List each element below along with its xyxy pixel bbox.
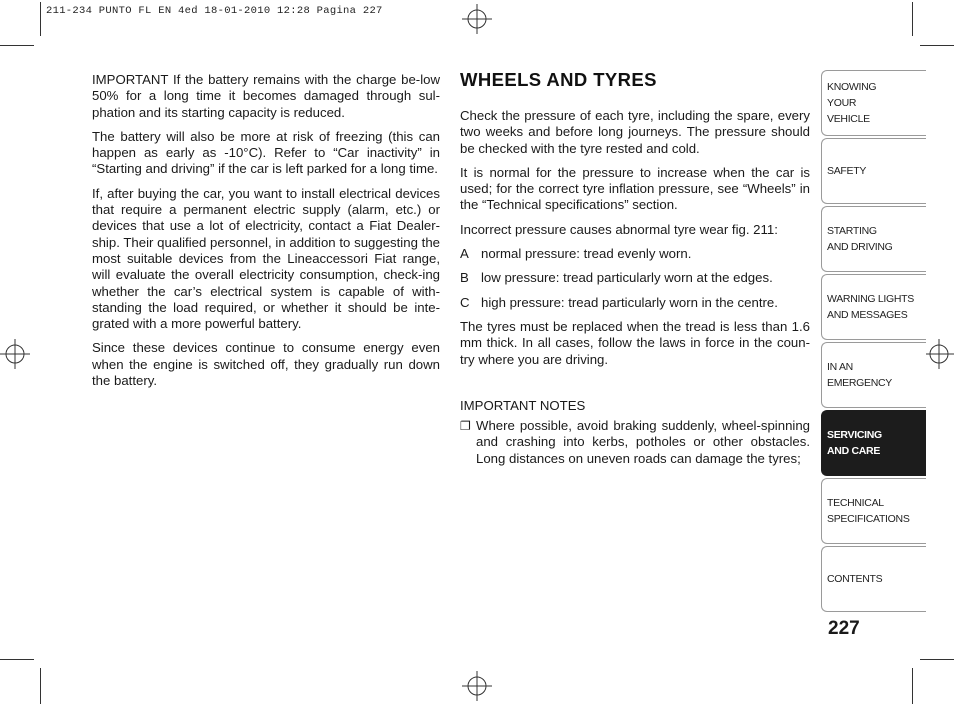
tab-knowing-your-vehicle[interactable]: KNOWING YOUR VEHICLE xyxy=(821,70,926,136)
wear-item-letter: C xyxy=(460,294,470,310)
page-number: 227 xyxy=(828,618,860,639)
registration-mark-bottom-icon xyxy=(462,671,492,701)
section-title: WHEELS AND TYRES xyxy=(460,69,657,90)
wear-item-letter: B xyxy=(460,270,469,286)
note-item-text: Where possible, avoid braking suddenly, wheel-spinning and crashing into kerbs, potholes or other obstacles. Long distances on uneven roads can damage the tyres; xyxy=(476,418,810,466)
tab-servicing-and-care[interactable]: SERVICING AND CARE xyxy=(821,410,926,476)
wear-item-text: normal pressure: tread evenly worn. xyxy=(481,246,692,262)
tab-safety[interactable]: SAFETY xyxy=(821,138,926,204)
tab-in-an-emergency[interactable]: IN AN EMERGENCY xyxy=(821,342,926,408)
wear-item-b xyxy=(460,270,810,286)
electrical-devices-paragraph: If, after buying the car, you want to install electrical devices that require a permanent electric supply (alarm, etc.) or devices that use a lot of electricity, contact a Fiat Dealer-ship. Their qualified personnel, in addition to suggesting the most suitable devices from the Lineaccessori Fiat range, will evaluate the overall electricity consumption, check-ing whether the car’s electrical system is capable of with-standing the load required, or whether it should be inte-grated with a more powerful battery. xyxy=(92,185,440,332)
wear-item-c xyxy=(460,295,810,311)
left-column xyxy=(92,72,440,397)
important-notes-heading: IMPORTANT NOTES xyxy=(460,397,586,413)
wear-item-text: low pressure: tread particularly worn at the edges. xyxy=(481,270,773,286)
registration-mark-left-icon xyxy=(0,339,30,369)
tyre-replacement-paragraph: The tyres must be replaced when the tread is less than 1.6 mm thick. In all cases, follow the laws in force in the coun-try where you are driving. xyxy=(460,318,810,367)
wear-item-a xyxy=(460,246,810,262)
wear-item-text: high pressure: tread particularly worn in the centre. xyxy=(481,294,778,310)
pressure-increase-paragraph: It is normal for the pressure to increase when the car is used; for the correct tyre inflation pressure, see “Wheels” in the “Technical specifications” section. xyxy=(460,164,810,213)
print-header: 211-234 PUNTO FL EN 4ed 18-01-2010 12:28 Pagina 227 xyxy=(46,5,383,17)
tab-contents[interactable]: CONTENTS xyxy=(821,546,926,612)
right-column xyxy=(460,70,810,467)
registration-mark-right-icon xyxy=(924,339,954,369)
tab-warning-lights[interactable]: WARNING LIGHTS AND MESSAGES xyxy=(821,274,926,340)
registration-mark-top-icon xyxy=(462,4,492,34)
tab-starting-and-driving[interactable]: STARTING AND DRIVING xyxy=(821,206,926,272)
tab-technical-specifications[interactable]: TECHNICAL SPECIFICATIONS xyxy=(821,478,926,544)
energy-consumption-paragraph: Since these devices continue to consume energy even when the engine is switched off, they gradually run down the battery. xyxy=(92,340,440,389)
battery-charge-paragraph: IMPORTANT If the battery remains with the charge be-low 50% for a long time it becomes damaged through sul-phation and its starting capacity is reduced. xyxy=(92,72,440,120)
checkbox-bullet-icon: ❐ xyxy=(460,419,471,434)
abnormal-wear-paragraph: Incorrect pressure causes abnormal tyre wear fig. 211: xyxy=(460,221,778,237)
battery-freezing-paragraph: The battery will also be more at risk of freezing (this can happen as early as -10°C). Refer to “Car inactivity” in “Starting and driving” if the car is left parked for a long time. xyxy=(92,128,440,177)
wear-item-letter: A xyxy=(460,246,469,262)
pressure-check-paragraph: Check the pressure of each tyre, including the spare, every two weeks and before long journeys. The pressure should be checked with the tyre rested and cold. xyxy=(460,108,810,156)
note-item xyxy=(460,418,810,467)
